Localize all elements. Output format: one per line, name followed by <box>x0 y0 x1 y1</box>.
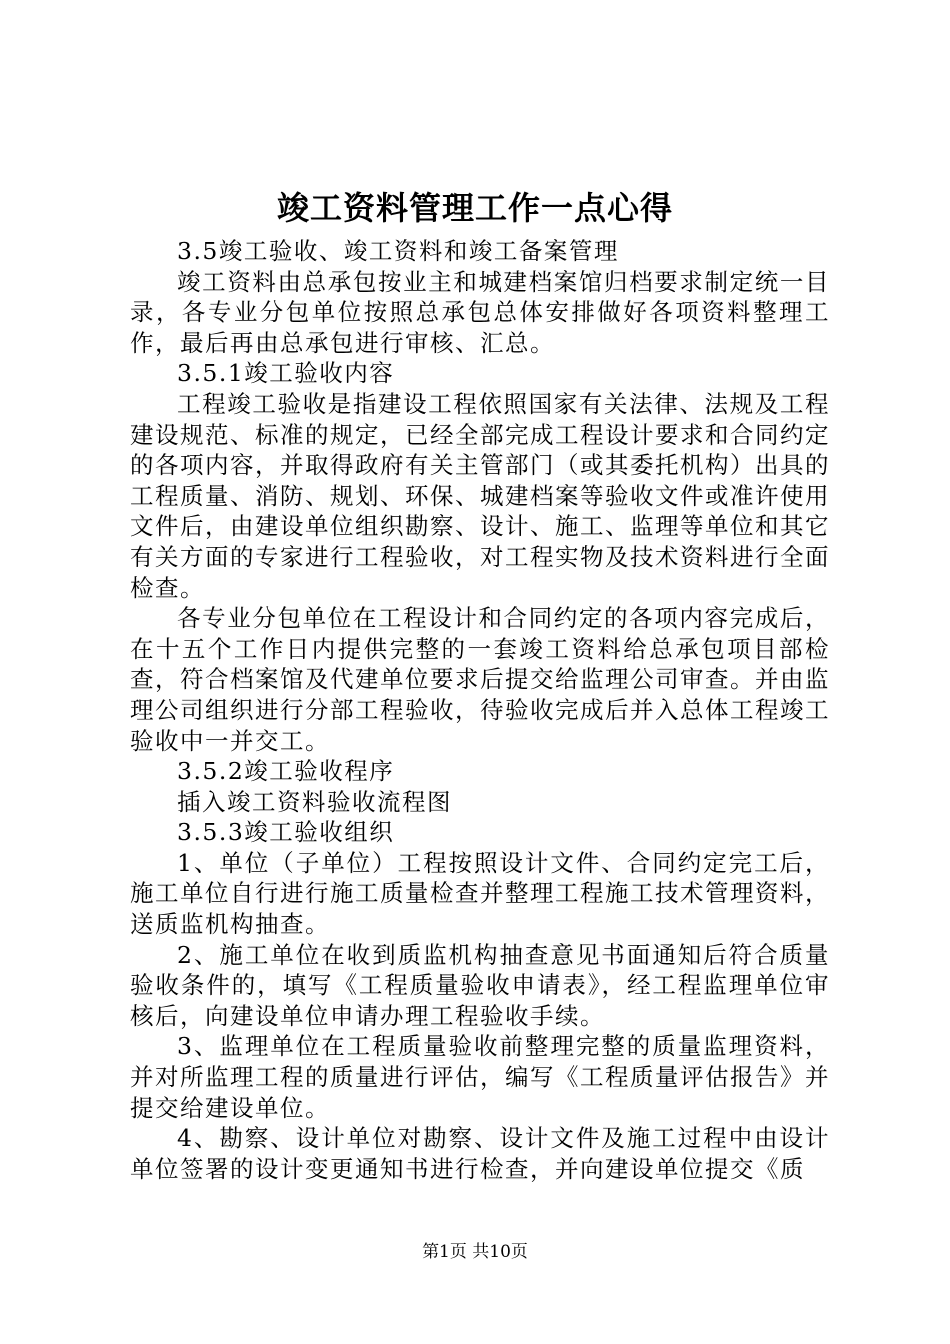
paragraph: 各专业分包单位在工程设计和合同约定的各项内容完成后，在十五个工作日内提供完整的一套竣工资料给总承包项目部检查，符合档案馆及代建单位要求后提交给监理公司审查。并由监理公司组织进行分部工程验收，待验收完成后并入总体工程竣工验收中一并交工。 <box>130 604 830 755</box>
paragraph: 竣工资料由总承包按业主和城建档案馆归档要求制定统一目录，各专业分包单位按照总承包总体安排做好各项资料整理工作，最后再由总承包进行审核、汇总。 <box>130 267 830 357</box>
section-heading: 3.5.1竣工验收内容 <box>177 359 395 388</box>
list-item: 1、单位（子单位）工程按照设计文件、合同约定完工后，施工单位自行进行施工质量检查并整理工程施工技术管理资料，送质监机构抽查。 <box>130 848 830 939</box>
list-item: 4、勘察、设计单位对勘察、设计文件及施工过程中由设计单位签署的设计变更通知书进行检查，并向建设单位提交《质 <box>130 1124 830 1183</box>
section-heading: 3.5.2竣工验收程序 <box>177 757 395 786</box>
section-heading: 3.5竣工验收、竣工资料和竣工备案管理 <box>177 237 619 265</box>
paragraph: 插入竣工资料验收流程图 <box>177 787 452 816</box>
document-body <box>130 236 830 1184</box>
page-footer: 第1页 共10页 <box>422 1242 528 1262</box>
list-item: 3、监理单位在工程质量验收前整理完整的质量监理资料，并对所监理工程的质量进行评估，编写《工程质量评估报告》并提交给建设单位。 <box>130 1032 830 1122</box>
section-heading: 3.5.3竣工验收组织 <box>177 818 395 847</box>
paragraph: 工程竣工验收是指建设工程依照国家有关法律、法规及工程建设规范、标准的规定，已经全部完成工程设计要求和合同约定的各项内容，并取得政府有关主管部门（或其委托机构）出具的工程质量、消防、规划、环保、城建档案等验收文件或准许使用文件后，由建设单位组织勘察、设计、施工、监理等单位和其它有关方面的专家进行工程验收，对工程实物及技术资料进行全面检查。 <box>130 389 830 602</box>
document-title: 竣工资料管理工作一点心得 <box>276 189 673 227</box>
list-item: 2、施工单位在收到质监机构抽查意见书面通知后符合质量验收条件的，填写《工程质量验收申请表》，经工程监理单位审核后，向建设单位申请办理工程验收手续。 <box>130 940 830 1030</box>
